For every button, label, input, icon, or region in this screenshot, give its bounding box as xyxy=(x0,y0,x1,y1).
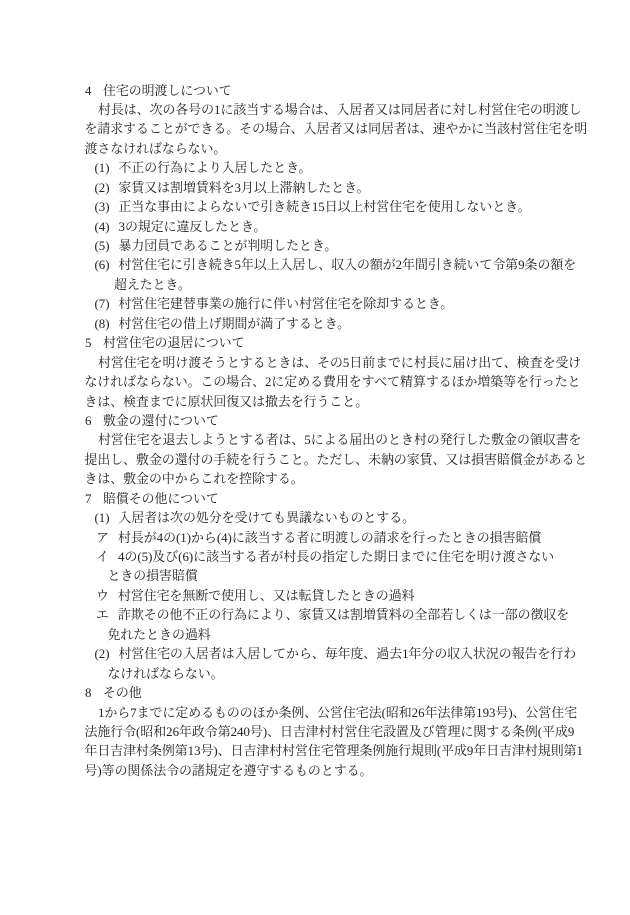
line-text: 渡さなければならない。 xyxy=(84,141,227,156)
document-line xyxy=(0,159,630,178)
document-line xyxy=(0,256,630,275)
item-number: (7) xyxy=(94,297,110,312)
document-line xyxy=(0,490,630,509)
line-text: 超えたとき。 xyxy=(114,277,191,292)
sub-item-label: ア xyxy=(96,530,109,545)
document-line xyxy=(0,684,630,703)
item-number: (1) xyxy=(94,161,110,176)
line-text: ときの損害賠償 xyxy=(107,569,198,584)
line-text: きは、検査までに原状回復又は撤去を行うこと。 xyxy=(84,394,369,409)
item-number: (1) xyxy=(94,511,110,526)
line-text: 4の(5)及び(6)に該当する者が村長の指定した期日までに住宅を明け渡さない xyxy=(118,550,555,564)
line-text: 村営住宅に引き続き5年以上入居し、収入の額が2年間引き続いて令第9条の額を xyxy=(118,258,577,273)
document-line xyxy=(0,704,630,723)
line-text: 号)等の関係法令の諸規定を遵守するものとする。 xyxy=(84,763,373,778)
item-number: (6) xyxy=(94,258,110,273)
document-line xyxy=(0,101,630,120)
document-line xyxy=(0,412,630,431)
section-number: 7 xyxy=(85,491,92,506)
document-line xyxy=(0,218,630,237)
line-text: 入居者は次の処分を受けても異議ないものとする。 xyxy=(118,511,415,526)
sub-item-label: ウ xyxy=(96,588,109,603)
section-number: 6 xyxy=(85,413,92,428)
document-line xyxy=(0,606,630,625)
line-text: なければならない。 xyxy=(107,666,224,681)
document-line xyxy=(0,393,630,412)
sub-item-label: エ xyxy=(96,608,109,623)
line-text: 村営住宅の借上げ期間が満了するとき。 xyxy=(118,316,351,331)
line-text: 住宅の明渡しについて xyxy=(103,83,232,98)
item-number: (2) xyxy=(94,647,110,662)
line-text: を請求することができる。その場合、入居者又は同居者は、速やかに当該村営住宅を明 xyxy=(84,122,588,137)
document-line xyxy=(0,237,630,256)
document-body xyxy=(0,82,630,782)
line-text: なければならない。この場合、2に定める費用をすべて精算するほか増築等を行ったと xyxy=(84,375,581,390)
document-line xyxy=(0,140,630,159)
line-text: その他 xyxy=(103,686,142,701)
line-text: 年日吉津村条例第13号)、日吉津村村営住宅管理条例施行規則(平成9年日吉津村規則第1 xyxy=(84,744,583,759)
item-number: (4) xyxy=(94,219,110,234)
section-number: 8 xyxy=(85,686,92,701)
document-line xyxy=(0,548,630,567)
line-text: 村営住宅の退居について xyxy=(103,336,245,351)
document-line xyxy=(0,295,630,314)
document-line xyxy=(0,276,630,295)
line-text: 暴力団員であることが判明したとき。 xyxy=(118,239,338,253)
document-line xyxy=(0,315,630,334)
document-line xyxy=(0,645,630,664)
document-line xyxy=(0,529,630,548)
line-text: 詐欺その他不正の行為により、家賃又は割増賃料の全部若しくは一部の徴収を xyxy=(118,608,570,623)
document-line xyxy=(0,431,630,450)
document-line xyxy=(0,665,630,684)
line-text: 村営住宅を明け渡そうとするときは、その5日前までに村長に届け出て、検査を受け xyxy=(98,355,582,370)
document-line xyxy=(0,82,630,101)
item-number: (3) xyxy=(94,200,110,215)
line-text: 3の規定に違反したとき。 xyxy=(118,219,267,234)
line-text: 敷金の還付について xyxy=(103,413,219,428)
document-line xyxy=(0,723,630,742)
line-text: 免れたときの過料 xyxy=(107,627,211,642)
document-line xyxy=(0,198,630,217)
line-text: 不正の行為により入居したとき。 xyxy=(118,161,312,176)
document-line xyxy=(0,451,630,470)
line-text: 村営住宅建替事業の施行に伴い村営住宅を除却するとき。 xyxy=(118,297,454,312)
line-text: 村営住宅の入居者は入居してから、毎年度、過去1年分の収入状況の報告を行わ xyxy=(118,647,577,662)
line-text: 提出し、敷金の還付の手続を行うこと。ただし、未納の家賃、又は損害賠償金があると xyxy=(84,452,588,467)
line-text: 村長が4の(1)から(4)に該当する者に明渡しの請求を行ったときの損害賠償 xyxy=(118,530,542,545)
document-line xyxy=(0,626,630,645)
sub-item-label: イ xyxy=(96,550,109,564)
line-text: 法施行令(昭和26年政令第240号)、日吉津村村営住宅設置及び管理に関する条例(平成9 xyxy=(84,724,575,739)
document-line xyxy=(0,334,630,353)
item-number: (5) xyxy=(94,239,110,253)
line-text: きは、敷金の中からこれを控除する。 xyxy=(84,472,304,487)
section-number: 4 xyxy=(85,83,92,98)
line-text: 村長は、次の各号の1に該当する場合は、入居者又は同居者に対し村営住宅の明渡し xyxy=(98,102,582,117)
document-line xyxy=(0,587,630,606)
line-text: 村営住宅を無断で使用し、又は転貸したときの過料 xyxy=(118,588,415,603)
line-text: 賠償その他について xyxy=(103,491,219,506)
line-text: 正当な事由によらないで引き続き15日以上村営住宅を使用しないとき。 xyxy=(118,200,531,215)
document-line xyxy=(0,470,630,489)
document-line xyxy=(0,567,630,586)
document-line xyxy=(0,762,630,781)
item-number: (2) xyxy=(94,180,110,195)
document-line xyxy=(0,354,630,373)
document-line xyxy=(0,742,630,761)
document-line xyxy=(0,120,630,139)
document-line xyxy=(0,179,630,198)
document-line xyxy=(0,373,630,392)
line-text: 村営住宅を退去しようとする者は、5による届出のとき村の発行した敷金の領収書を xyxy=(98,433,582,448)
line-text: 1から7までに定めるもののほか条例、公営住宅法(昭和26年法律第193号)、公営住宅 xyxy=(98,705,578,720)
line-text: 家賃又は割増賃料を3月以上滞納したとき。 xyxy=(118,180,370,195)
document-line xyxy=(0,509,630,528)
section-number: 5 xyxy=(85,336,92,351)
item-number: (8) xyxy=(94,316,110,331)
